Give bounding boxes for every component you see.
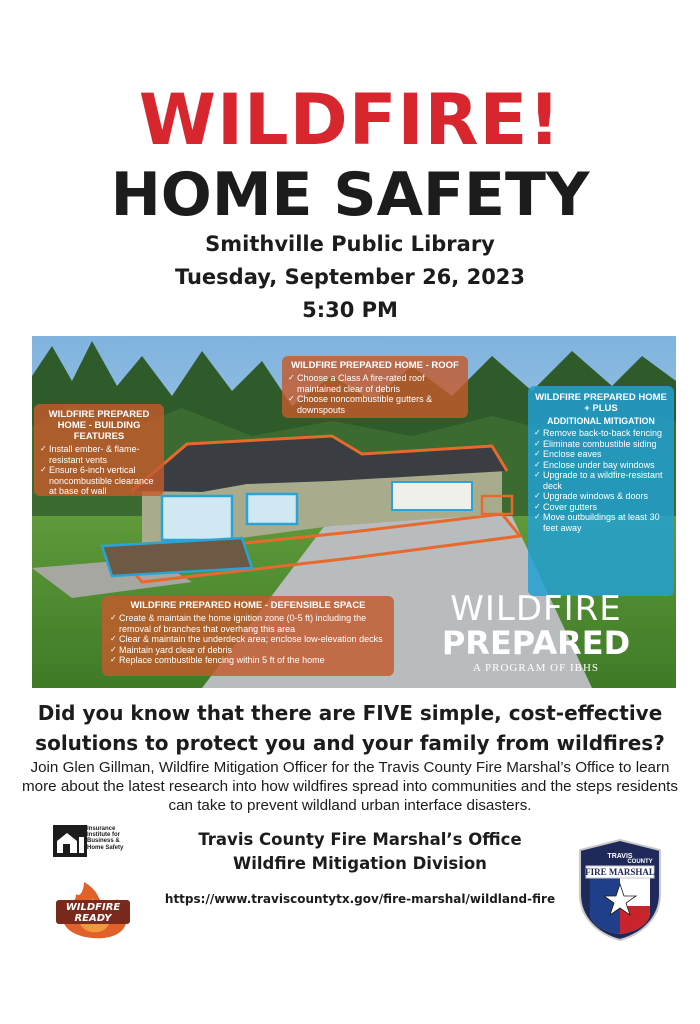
callout-plus-title: WILDFIRE PREPARED HOME + PLUS (535, 392, 667, 414)
title-wildfire: WILDFIRE! (138, 79, 562, 161)
callout-roof-title: WILDFIRE PREPARED HOME - ROOF (291, 360, 459, 371)
callout-defensible-space (102, 596, 394, 676)
brand-line-2: PREPARED (441, 624, 631, 662)
list-item: ✓ Clear & maintain the underdeck area; enclose low-elevation decks (110, 634, 386, 645)
callout-space-title: WILDFIRE PREPARED HOME - DEFENSIBLE SPACE (130, 600, 366, 611)
callout-home-plus (528, 386, 674, 596)
badge-banner-text: FIRE MARSHAL (585, 867, 655, 877)
callout-plus-subtitle: ADDITIONAL MITIGATION (547, 416, 655, 426)
wildfire-ready-logo (54, 880, 132, 940)
headline-question: Did you know that there are FIVE simple, cost-effective solutions to protect you and your family from wildfires? (35, 701, 665, 755)
ibhs-house-icon (53, 825, 87, 857)
callout-roof (282, 356, 468, 418)
list-item: ✓ Enclose under bay windows (534, 460, 668, 471)
website-url (150, 892, 570, 906)
list-item: ✓ Replace combustible fencing within 5 ft of the home (110, 655, 386, 666)
org-line-2: Wildfire Mitigation Division (233, 854, 487, 873)
list-item: ✓ Choose noncombustible gutters & downspouts (288, 394, 462, 415)
wildfire-ready-text (56, 902, 130, 924)
callout-building-title: WILDFIRE PREPARED HOME - BUILDING FEATURES (48, 409, 150, 442)
list-item: ✓ Install ember- & flame-resistant vents (40, 444, 158, 465)
event-date: Tuesday, September 26, 2023 (174, 265, 526, 289)
org-line-1: Travis County Fire Marshal’s Office (198, 830, 522, 849)
brand-line-3: A PROGRAM OF IBHS (472, 662, 600, 674)
list-item: ✓ Upgrade to a wildfire-resistant deck (534, 470, 668, 491)
event-description: Join Glen Gillman, Wildfire Mitigation Officer for the Travis County Fire Marshal’s Office to learn more about the latest research into how wildfires spread into communities and the steps residents can take to prevent wildland urban interface disasters. (22, 759, 678, 814)
list-item: ✓ Create & maintain the home ignition zone (0-5 ft) including the removal of branches that overhang this area (110, 613, 386, 634)
list-item: ✓ Maintain yard clear of debris (110, 645, 386, 656)
callout-building-features (34, 404, 164, 496)
wildfire-ready-line-2: READY (74, 913, 112, 924)
ibhs-logo-text: Insurance Institute for Business & Home Safety (87, 826, 124, 851)
list-item: ✓ Remove back-to-back fencing (534, 428, 668, 439)
website-link[interactable]: https://www.traviscountytx.gov/fire-marshal/wildland-fire (164, 892, 556, 906)
brand-line-1: WILDFIRE (450, 589, 622, 629)
badge-shield-icon (576, 838, 664, 942)
list-item: ✓ Cover gutters (534, 502, 668, 513)
wildfire-prepared-logo (436, 589, 636, 674)
list-item: ✓ Upgrade windows & doors (534, 491, 668, 502)
home-illustration (32, 336, 676, 688)
title-home-safety: HOME SAFETY (110, 160, 590, 230)
wildfire-ready-line-1: WILDFIRE (65, 902, 121, 913)
badge-top-text: TRAVIS (607, 853, 633, 860)
fire-marshal-badge (576, 838, 664, 942)
event-venue: Smithville Public Library (205, 232, 495, 256)
list-item: ✓ Enclose eaves (534, 449, 668, 460)
list-item: ✓ Eliminate combustible siding (534, 439, 668, 450)
organization-name (150, 828, 570, 876)
list-item: ✓ Ensure 6-inch vertical noncombustible clearance at base of wall (40, 465, 158, 497)
list-item: ✓ Choose a Class A fire-rated roof maintained clear of debris (288, 373, 462, 394)
badge-top2-text: COUNTY (627, 859, 653, 865)
list-item: ✓ Move outbuildings at least 30 feet away (534, 512, 668, 533)
event-time: 5:30 PM (302, 298, 398, 322)
ibhs-logo (53, 825, 135, 857)
